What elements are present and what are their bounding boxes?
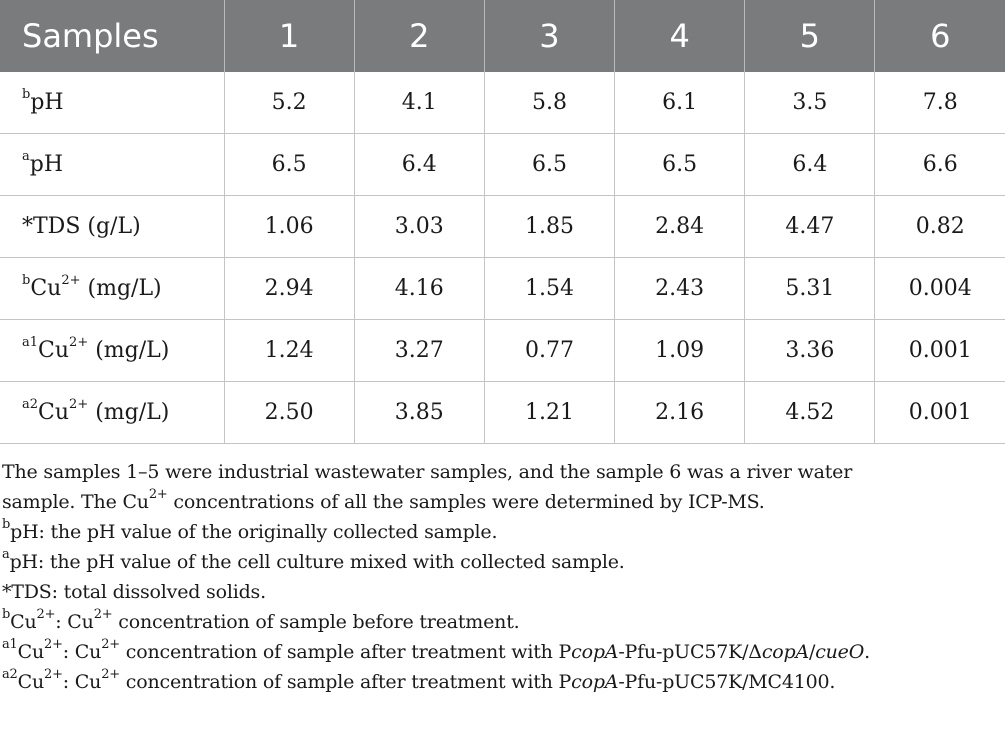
- row-label-text: Cu: [38, 400, 70, 425]
- table-cell: 3.36: [745, 320, 875, 382]
- table-row: [0, 258, 1005, 320]
- table-cell: 4.47: [745, 196, 875, 258]
- table-cell: 5.2: [224, 72, 354, 134]
- footnote-text: concentration of sample before treatment.: [112, 611, 520, 633]
- ion-charge: 2+: [44, 666, 63, 682]
- table-cell: 4.52: [745, 382, 875, 444]
- gene-name: copA: [571, 641, 619, 663]
- header-row: [0, 0, 1005, 72]
- row-label-text: Cu: [38, 338, 70, 363]
- header-cell-1: 1: [224, 0, 354, 72]
- ion-charge: 2+: [101, 666, 120, 682]
- header-cell-2: 2: [354, 0, 484, 72]
- footnote-mark: b: [22, 272, 31, 288]
- table-cell: 5.8: [484, 72, 614, 134]
- table-cell: 1.21: [484, 382, 614, 444]
- footnote-mark: a1: [22, 334, 39, 350]
- row-label: [0, 258, 224, 320]
- header-cell-6: 6: [875, 0, 1005, 72]
- footnote-text: Cu: [17, 671, 44, 693]
- table-cell: 7.8: [875, 72, 1005, 134]
- table-cell: 3.03: [354, 196, 484, 258]
- table-cell: 2.94: [224, 258, 354, 320]
- row-label: [0, 134, 224, 196]
- ion-charge: 2+: [44, 636, 63, 652]
- row-label: [0, 382, 224, 444]
- header-cell-3: 3: [484, 0, 614, 72]
- row-label: [0, 320, 224, 382]
- gene-name: copA: [571, 671, 619, 693]
- row-label-unit: (mg/L): [88, 338, 170, 363]
- table-row: [0, 382, 1005, 444]
- table-cell: 3.5: [745, 72, 875, 134]
- footnote-text: sample. The Cu: [2, 491, 149, 513]
- table-cell: 2.50: [224, 382, 354, 444]
- footnote-text: /: [808, 641, 816, 663]
- footnote-text: Cu: [17, 641, 44, 663]
- table-cell: 0.004: [875, 258, 1005, 320]
- table-row: [0, 134, 1005, 196]
- table-footnotes: [2, 457, 1002, 697]
- table-row: [0, 320, 1005, 382]
- footnote-text: pH: the pH value of the originally collected sample.: [10, 521, 498, 543]
- table-cell: 2.43: [615, 258, 745, 320]
- footnote-text: .: [864, 641, 870, 663]
- row-label-unit: (mg/L): [88, 400, 170, 425]
- ion-charge: 2+: [148, 486, 168, 502]
- row-label-text: *TDS (g/L): [22, 214, 141, 239]
- header-cell-4: 4: [615, 0, 745, 72]
- gene-name: cueO: [815, 641, 865, 663]
- footnote-mark: a: [22, 148, 30, 164]
- footnote-text: -Pfu-pUC57K/Δ: [618, 641, 762, 663]
- table-cell: 0.77: [484, 320, 614, 382]
- footnote-text: Cu: [10, 611, 37, 633]
- table-cell: 5.31: [745, 258, 875, 320]
- row-label-text: pH: [30, 90, 64, 115]
- footnote-a-ph: [2, 547, 1002, 577]
- ion-charge: 2+: [101, 636, 120, 652]
- footnote-mark: a: [2, 546, 10, 562]
- footnote-text: concentration of sample after treatment with P: [119, 671, 572, 693]
- table-cell: 2.84: [615, 196, 745, 258]
- ion-charge: 2+: [69, 334, 89, 350]
- row-label-text: pH: [29, 152, 64, 177]
- table-cell: 1.06: [224, 196, 354, 258]
- row-label: [0, 72, 224, 134]
- footnote-a1-cu: [2, 637, 1002, 667]
- footnote-mark: a2: [22, 396, 39, 412]
- table-cell: 6.5: [224, 134, 354, 196]
- footnote-mark: a1: [2, 636, 18, 652]
- footnote-b-ph: [2, 517, 1002, 547]
- table-cell: 2.16: [615, 382, 745, 444]
- footnote-tds: *TDS: total dissolved solids.: [2, 581, 266, 603]
- footnote-mark: b: [22, 86, 31, 102]
- footnote-text: pH: the pH value of the cell culture mixed with collected sample.: [9, 551, 625, 573]
- footnote-mark: b: [2, 516, 11, 532]
- ion-charge: 2+: [36, 606, 56, 622]
- table-cell: 1.54: [484, 258, 614, 320]
- footnote-b-cu: [2, 607, 1002, 637]
- table-cell: 0.82: [875, 196, 1005, 258]
- ion-charge: 2+: [69, 396, 89, 412]
- footnote-intro-line-2: [2, 487, 1002, 517]
- footnote-text: -Pfu-pUC57K/MC4100.: [618, 671, 836, 693]
- gene-name: copA: [761, 641, 809, 663]
- footnote-text: concentrations of all the samples were determined by ICP-MS.: [167, 491, 765, 513]
- table-cell: 6.4: [745, 134, 875, 196]
- table-row: [0, 72, 1005, 134]
- table-cell: 4.1: [354, 72, 484, 134]
- table-cell: 6.5: [484, 134, 614, 196]
- table-cell: 6.4: [354, 134, 484, 196]
- row-label-unit: (mg/L): [80, 276, 162, 301]
- footnote-text: concentration of sample after treatment with P: [119, 641, 572, 663]
- table-cell: 1.24: [224, 320, 354, 382]
- table-cell: 6.1: [615, 72, 745, 134]
- row-label-text: Cu: [30, 276, 62, 301]
- footnote-text: : Cu: [55, 611, 94, 633]
- ion-charge: 2+: [61, 272, 81, 288]
- table-cell: 4.16: [354, 258, 484, 320]
- table-row: [0, 196, 1005, 258]
- table-cell: 1.85: [484, 196, 614, 258]
- table-cell: 6.5: [615, 134, 745, 196]
- header-cell-5: 5: [745, 0, 875, 72]
- table-cell: 6.6: [875, 134, 1005, 196]
- footnote-text: : Cu: [62, 641, 102, 663]
- table-cell: 3.27: [354, 320, 484, 382]
- row-label: [0, 196, 224, 258]
- footnote-mark: b: [2, 606, 11, 622]
- footnote-mark: a2: [2, 666, 18, 682]
- footnote-intro-line-1: The samples 1–5 were industrial wastewater samples, and the sample 6 was a river water: [2, 461, 853, 483]
- header-cell-samples: Samples: [0, 0, 224, 72]
- ion-charge: 2+: [93, 606, 113, 622]
- footnote-a2-cu: [2, 667, 1002, 697]
- table-cell: 0.001: [875, 320, 1005, 382]
- table-cell: 3.85: [354, 382, 484, 444]
- footnote-text: : Cu: [62, 671, 102, 693]
- table-cell: 0.001: [875, 382, 1005, 444]
- table-cell: 1.09: [615, 320, 745, 382]
